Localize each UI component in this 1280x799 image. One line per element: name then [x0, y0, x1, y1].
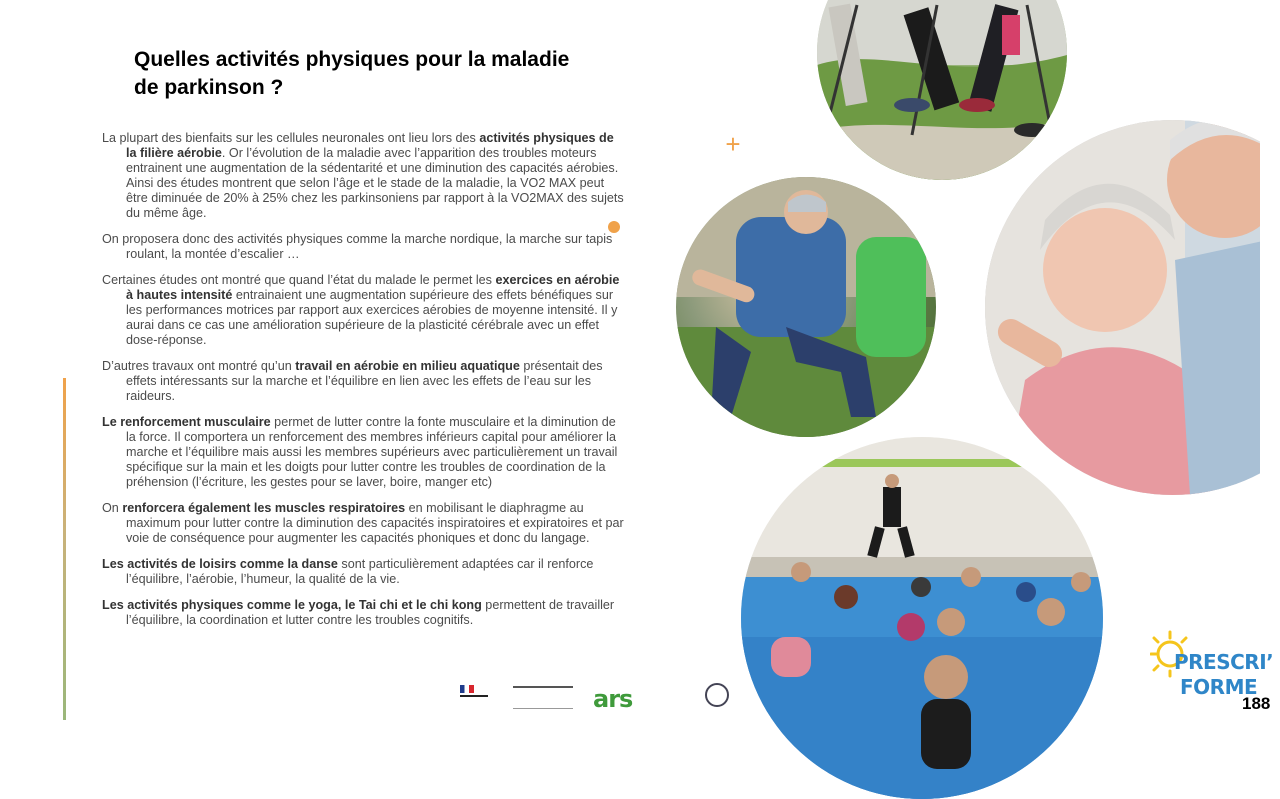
- body-text: [102, 131, 624, 639]
- prescriforme-line1: PRESCRI’: [1174, 650, 1274, 674]
- prefet-region-logo: [455, 682, 585, 714]
- bold-text: exercices en aérobie à hautes intensité: [126, 273, 620, 302]
- ars-logo: ars: [593, 685, 633, 713]
- bold-text: activités physiques de la filière aérobie: [126, 131, 614, 160]
- text-segment: présentait des effets intéressants sur la marche et l’équilibre en lien avec les effets de l’eau sur les raideurs.: [126, 359, 603, 403]
- plus-icon: +: [725, 129, 741, 159]
- tai-chi-photo: [676, 177, 936, 437]
- text-segment: Certaines études ont montré que quand l’état du malade le permet les: [102, 273, 496, 287]
- french-flag-icon: [460, 685, 474, 693]
- bold-text: Les activités physiques comme le yoga, le Tai chi et le chi kong: [102, 598, 482, 612]
- seal-logo: [705, 683, 729, 707]
- body-paragraph: [102, 557, 624, 587]
- prescriforme-line2: FORME: [1180, 675, 1258, 699]
- bold-text: Les activités de loisirs comme la danse: [102, 557, 338, 571]
- prefet-text-lines: [460, 695, 488, 714]
- body-paragraph: [102, 273, 624, 348]
- page-number: 188: [1242, 694, 1271, 713]
- body-paragraph: [102, 415, 624, 490]
- right-margin: [1260, 0, 1280, 720]
- aqua-gym-photo: [741, 437, 1103, 799]
- body-paragraph: [102, 131, 624, 221]
- text-segment: . Or l’évolution de la maladie avec l’apparition des troubles moteurs entrainent une augmentation de la sédentarité et une diminution des capacités aérobies. Ainsi des études montrent que selon l’âge et le stade de la maladie, la VO2 MAX peut être diminuée de 20% à 25% chez les parkinsoniens par rapport à la VO2MAX des sujets du même âge.: [126, 146, 624, 220]
- text-segment: On proposera donc des activités physiques comme la marche nordique, la marche sur tapis roulant, la montée d’escalier …: [102, 232, 613, 261]
- text-segment: sont particulièrement adaptées car il renforce l’équilibre, l’aérobie, l’humeur, la qualité de la vie.: [126, 557, 594, 586]
- bold-text: travail en aérobie en milieu aquatique: [295, 359, 520, 373]
- text-segment: La plupart des bienfaits sur les cellules neuronales ont lieu lors des: [102, 131, 480, 145]
- text-segment: permettent de travailler l’équilibre, la coordination et lutter contre les troubles cognitifs.: [126, 598, 615, 627]
- text-segment: On: [102, 501, 123, 515]
- text-segment: en mobilisant le diaphragme au maximum pour lutter contre la diminution des capacités inspiratoires et expiratoires et par voie de conséquence pour augmenter les capacités phoniques et donc du langage.: [126, 501, 624, 545]
- text-segment: entrainaient une augmentation supérieure des effets bénéfiques sur les performances motrices par rapport aux exercices aérobies de moyenne intensité. Il y aurai dans ce cas une amélioration supérieure de la plasticité cérébrale avec un effet dose-réponse.: [126, 288, 618, 347]
- body-paragraph: [102, 598, 624, 628]
- dot-icon: [608, 221, 620, 233]
- partner-logos: [455, 682, 735, 716]
- bold-text: renforcera également les muscles respiratoires: [122, 501, 406, 515]
- body-paragraph: [102, 232, 624, 262]
- body-paragraph: [102, 501, 624, 546]
- body-paragraph: [102, 359, 624, 404]
- slide-title: Quelles activités physiques pour la maladie de parkinson ?: [134, 48, 570, 99]
- bold-text: Le renforcement musculaire: [102, 415, 271, 429]
- text-segment: permet de lutter contre la fonte musculaire et la diminution de la force. Il comportera un renforcement des membres inférieurs capital pour améliorer la marche et l’équilibre mais aussi les membres supérieurs avec particulièrement un travail spécifique sur la main et les doigts pour lutter contre les troubles de coordination de la préhension (l’écriture, les gestes pour se laver, boire, manger etc): [126, 415, 618, 489]
- text-segment: D’autres travaux ont montré qu’un: [102, 359, 296, 373]
- accent-line: [63, 378, 66, 720]
- drjscs-text-lines: [513, 686, 573, 709]
